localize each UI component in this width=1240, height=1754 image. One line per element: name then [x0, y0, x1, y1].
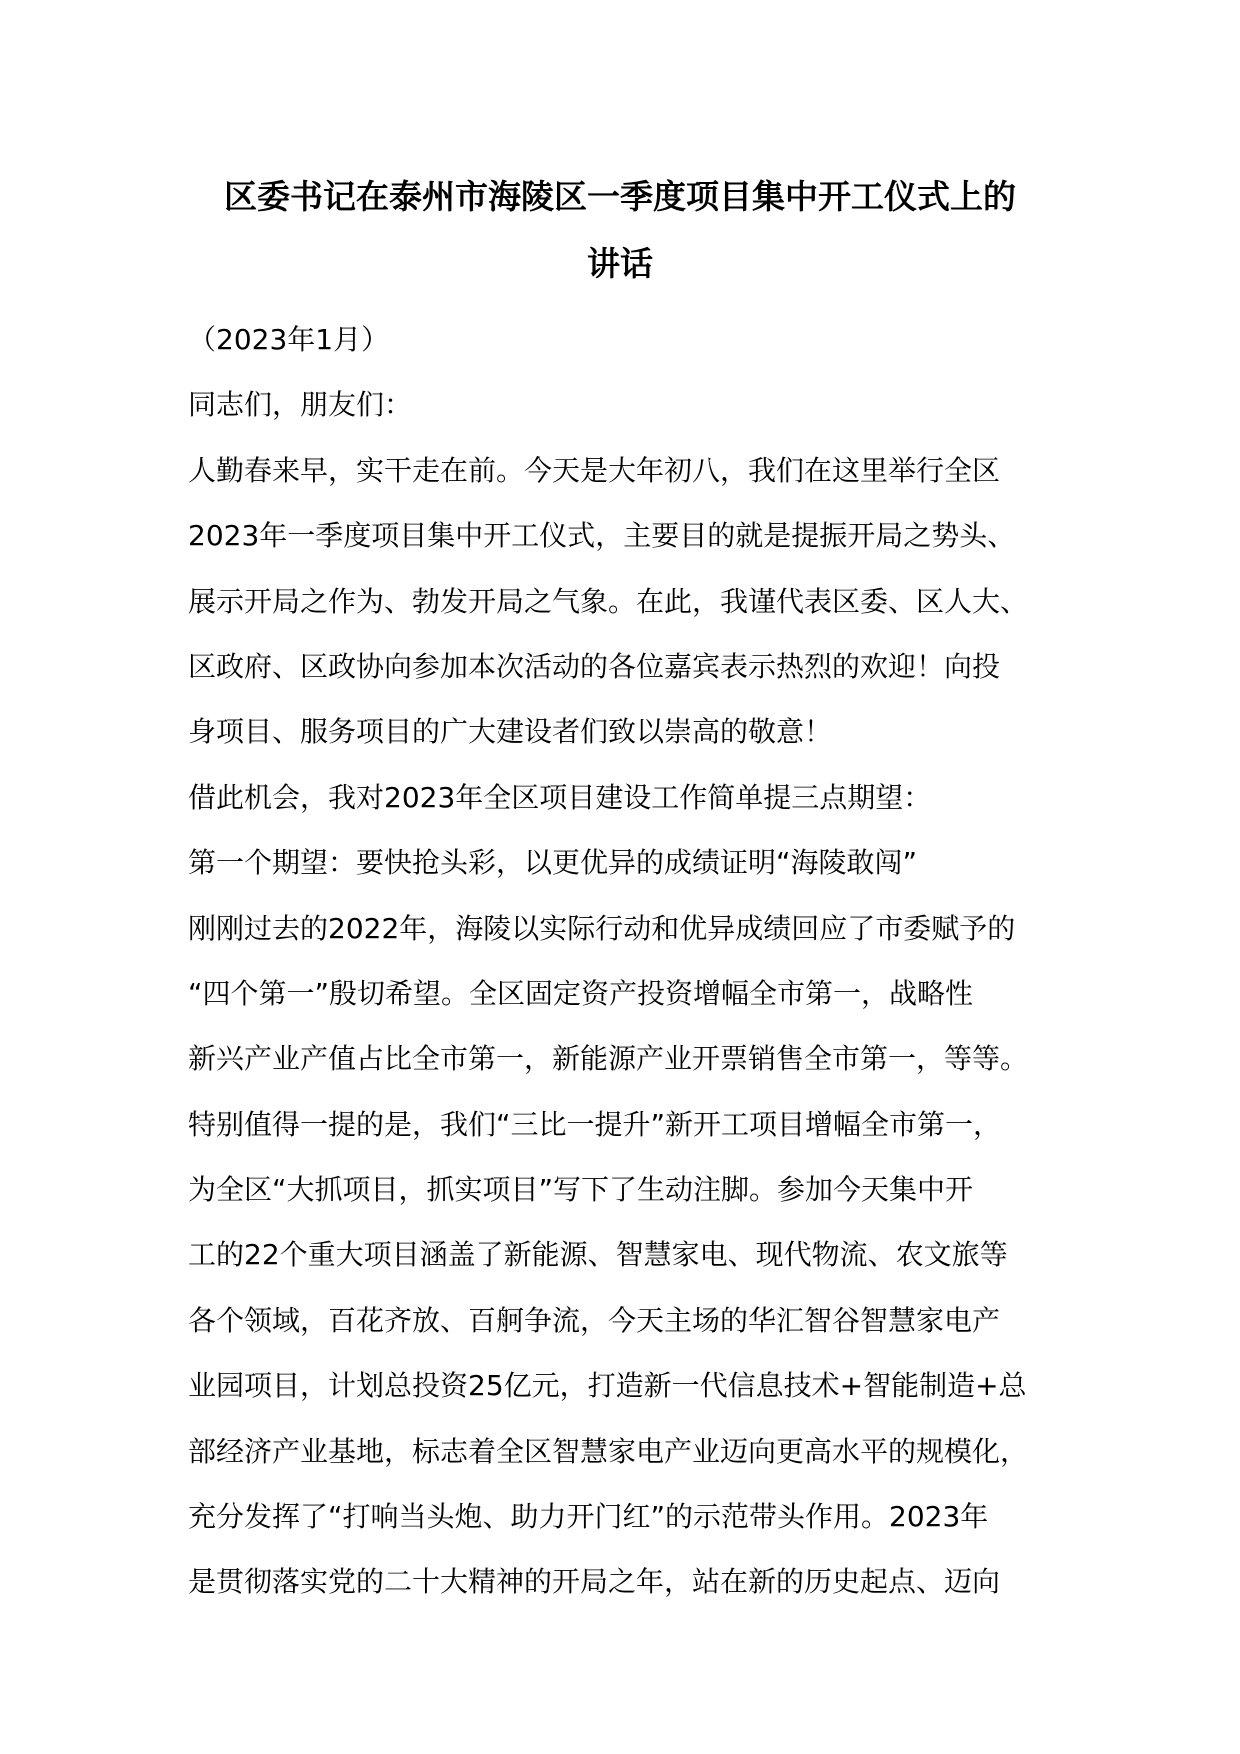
body-line: 为全区“大抓项目，抓实项目”写下了生动注脚。参加今天集中开	[188, 1173, 974, 1207]
document-title-line-2: 讲话	[587, 244, 653, 283]
body-line: 借此机会，我对2023年全区项目建设工作简单提三点期望：	[188, 780, 932, 814]
body-line: 工的22个重大项目涵盖了新能源、智慧家电、现代物流、农文旅等	[188, 1238, 1008, 1272]
document-title-line-1: 区委书记在泰州市海陵区一季度项目集中开工仪式上的	[224, 177, 1016, 216]
body-line: 各个领域，百花齐放、百舸争流，今天主场的华汇智谷智慧家电产	[188, 1303, 1001, 1337]
body-line: “四个第一”殷切希望。全区固定资产投资增幅全市第一，战略性	[188, 976, 974, 1010]
body-line: 2023年一季度项目集中开工仪式，主要目的就是提振开局之势头、	[188, 519, 1016, 553]
body-line: 是贯彻落实党的二十大精神的开局之年，站在新的历史起点、迈向	[188, 1565, 1001, 1599]
body-line: 充分发挥了“打响当头炮、助力开门红”的示范带头作用。2023年	[188, 1500, 989, 1534]
body-line: 特别值得一提的是，我们“三比一提升”新开工项目增幅全市第一，	[188, 1107, 1002, 1141]
body-line: 身项目、服务项目的广大建设者们致以崇高的敬意！	[188, 715, 833, 749]
document-body	[188, 307, 1078, 1615]
body-line: 业园项目，计划总投资25亿元，打造新一代信息技术+智能制造+总	[188, 1369, 1027, 1403]
section-heading-line: 第一个期望：要快抢头彩，以更优异的成绩证明“海陵敢闯”	[188, 846, 918, 880]
body-line: 部经济产业基地，标志着全区智慧家电产业迈向更高水平的规模化，	[188, 1434, 1029, 1468]
salutation-line: 同志们，朋友们：	[188, 388, 413, 422]
body-line: 区政府、区政协向参加本次活动的各位嘉宾表示热烈的欢迎！向投	[188, 649, 1001, 683]
body-line: 人勤春来早，实干走在前。今天是大年初八，我们在这里举行全区	[188, 453, 1001, 487]
body-line: 刚刚过去的2022年，海陵以实际行动和优异成绩回应了市委赋予的	[188, 911, 1016, 945]
body-line: 展示开局之作为、勃发开局之气象。在此，我谨代表区委、区人大、	[188, 584, 1029, 618]
date-line: （2023年1月）	[188, 323, 390, 356]
body-line: 新兴产业产值占比全市第一，新能源产业开票销售全市第一，等等。	[188, 1042, 1029, 1076]
